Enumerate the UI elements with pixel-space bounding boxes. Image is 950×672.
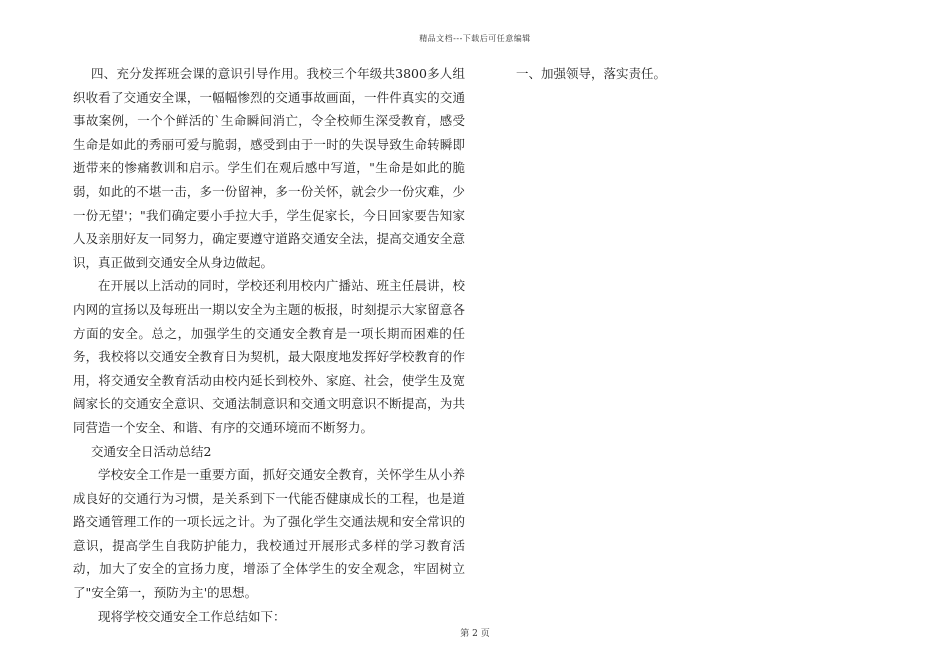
right-column xyxy=(516,62,896,86)
right-heading: 一、加强领导，落实责任。 xyxy=(516,66,667,81)
paragraph-four: 四、充分发挥班会课的意识引导作用。我校三个年级共3800多人组织收看了交通安全课，一幅幅惨烈的交通事故画面，一件件真实的交通事故案例，一个个鲜活的`生命瞬间消亡，令全校师生深受教育，感受生命是如此的秀丽可爱与脆弱，感受到由于一时的失误导致生命转瞬即逝带来的惨痛教训和启示。学生们在观后感中写道，"生命是如此的脆弱，如此的不堪一击，多一份留神，多一份关怀，就会少一份灾难，少一份无望'；"我们确定要小手拉大手，学生促家长，今日回家要告知家人及亲朋好友一同努力，确定要遵守道路交通安全法，提高交通安全意识，真正做到交通安全从身边做起。 xyxy=(73,66,465,270)
section-title: 交通安全日活动总结2 xyxy=(91,443,212,459)
page-header: 精品文档---下载后可任意编辑 xyxy=(419,34,531,43)
paragraph-school-safety: 学校安全工作是一重要方面，抓好交通安全教育，关怀学生从小养成良好的交通行为习惯，是关系到下一代能否健康成长的工程，也是道路交通管理工作的一项长远之计。为了强化学生交通法规和安全常识的意识，提高学生自我防护能力，我校通过开展形式多样的学习教育活动，加大了安全的宣扬力度，增添了全体学生的安全观念，牢固树立了"安全第一，预防为主'的思想。 xyxy=(73,467,465,601)
left-column xyxy=(73,62,465,628)
page-number: 第 2 页 xyxy=(460,629,490,639)
paragraph-summary-intro: 现将学校交通安全工作总结如下： xyxy=(98,608,286,624)
paragraph-activities: 在开展以上活动的同时，学校还利用校内广播站、班主任晨讲，校内网的宣扬以及每班出一期以安全为主题的板报，时刻提示大家留意各方面的安全。总之，加强学生的交通安全教育是一项长期而困难的任务，我校将以交通安全教育日为契机，最大限度地发挥好学校教育的作用，将交通安全教育活动由校内延长到校外、家庭、社会，使学生及宽阔家长的交通安全意识、交通法制意识和交通文明意识不断提高，为共同营造一个安全、和谐、有序的交通环境而不断努力。 xyxy=(73,278,465,435)
